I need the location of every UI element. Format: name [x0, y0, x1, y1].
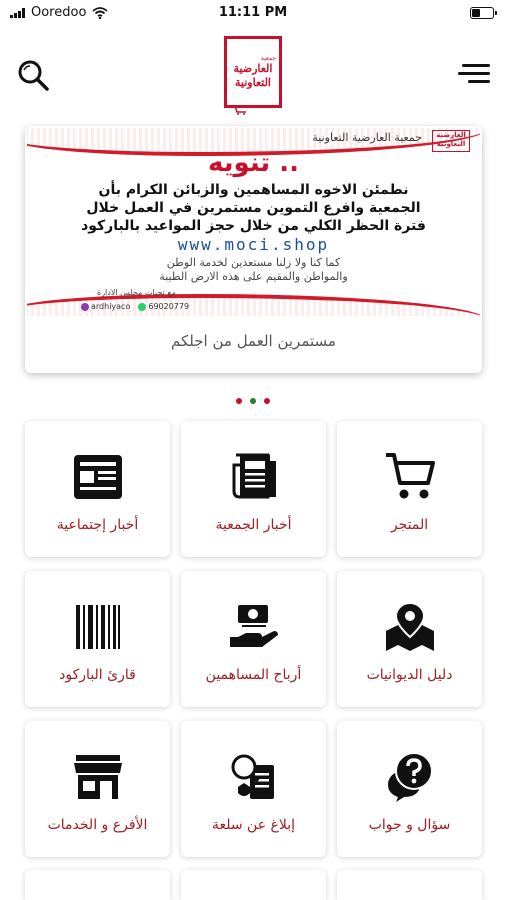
whatsapp-icon [138, 303, 146, 311]
question-chat-icon [384, 751, 436, 803]
tile-diwaniya-guide[interactable] [337, 571, 482, 707]
carousel-pager [0, 398, 506, 404]
banner-caption: مستمرين العمل من اجلكم [171, 332, 336, 350]
tile-social-news[interactable] [25, 421, 170, 557]
logo-top-text: جمعية [260, 54, 276, 62]
banner-heading: تنويه .. [207, 148, 300, 178]
banner-note-1: كما كنا ولا زلنا مستعدين لخدمة الوطن [166, 256, 341, 269]
instagram-handle: ardhiyaco [91, 302, 131, 311]
tile-partial[interactable] [181, 870, 326, 900]
tile-label: دليل الديوانيات [366, 667, 453, 683]
tile-report-item[interactable] [181, 721, 326, 857]
tile-partial[interactable] [25, 870, 170, 900]
tile-store[interactable] [337, 421, 482, 557]
tile-branches-services[interactable] [25, 721, 170, 857]
store-icon [72, 751, 124, 803]
tile-label: أرباح المساهمين [205, 667, 302, 683]
status-bar [0, 0, 506, 26]
banner-line-1: نطمئن الاخوه المساهمين والزبائن الكرام بأن [98, 182, 409, 198]
app-header [0, 26, 506, 116]
report-item-icon [228, 751, 280, 803]
battery-icon [470, 7, 494, 19]
banner-image [27, 128, 480, 316]
tile-label: إبلاغ عن سلعة [211, 817, 296, 833]
banner-line-3: فترة الحظر الكلي من خلال حجز المواعيد بالباركود [81, 218, 426, 234]
banner-note-2: والمواطن والمقيم على هذه الارض الطيبة [159, 270, 348, 283]
tile-label: قارئ الباركود [59, 667, 136, 683]
banner-signature: مع تحيات مجلس الادارة [97, 288, 176, 297]
pager-dot[interactable] [236, 398, 242, 404]
banner-url: www.moci.shop [177, 235, 330, 254]
whatsapp-contact [138, 302, 189, 311]
tile-faq[interactable] [337, 721, 482, 857]
instagram-contact [81, 302, 130, 311]
map-pin-icon [384, 601, 436, 653]
tile-coop-news[interactable] [181, 421, 326, 557]
battery-level [472, 9, 480, 17]
logo-cart-icon [231, 105, 249, 115]
tile-label: المتجر [390, 517, 429, 533]
pager-dot[interactable] [264, 398, 270, 404]
money-hand-icon [228, 601, 280, 653]
instagram-icon [81, 303, 89, 311]
whatsapp-number: 69020779 [148, 302, 190, 311]
shopping-cart-icon [384, 451, 436, 503]
pager-dot[interactable] [250, 398, 256, 404]
tile-barcode-reader[interactable] [25, 571, 170, 707]
banner-line-2: الجمعية وافرع التموين مستمرين في العمل خلال [86, 200, 421, 216]
banner-contacts [81, 302, 189, 311]
tile-label: أخبار إجتماعية [56, 517, 139, 533]
status-time: 11:11 PM [218, 5, 288, 20]
carrier-name: Ooredoo [31, 5, 87, 20]
logo-line-2: التعاونية [235, 75, 271, 89]
banner-logo: العارضية التعاونية [432, 130, 470, 152]
news-article-icon [72, 451, 124, 503]
banner-org-name: جمعية العارضية التعاونية [312, 131, 422, 144]
announcement-banner[interactable] [25, 126, 482, 373]
search-icon[interactable] [16, 58, 50, 92]
tile-label: الأفرع و الخدمات [47, 817, 148, 833]
barcode-icon [72, 601, 124, 653]
tile-shareholder-profits[interactable] [181, 571, 326, 707]
menu-icon[interactable] [458, 62, 490, 86]
tile-partial[interactable] [337, 870, 482, 900]
logo-line-1: العارضية [233, 61, 273, 75]
newspaper-icon [228, 451, 280, 503]
app-logo [224, 36, 282, 108]
tile-label: أخبار الجمعية [215, 517, 292, 533]
tile-label: سؤال و جواب [368, 817, 451, 833]
